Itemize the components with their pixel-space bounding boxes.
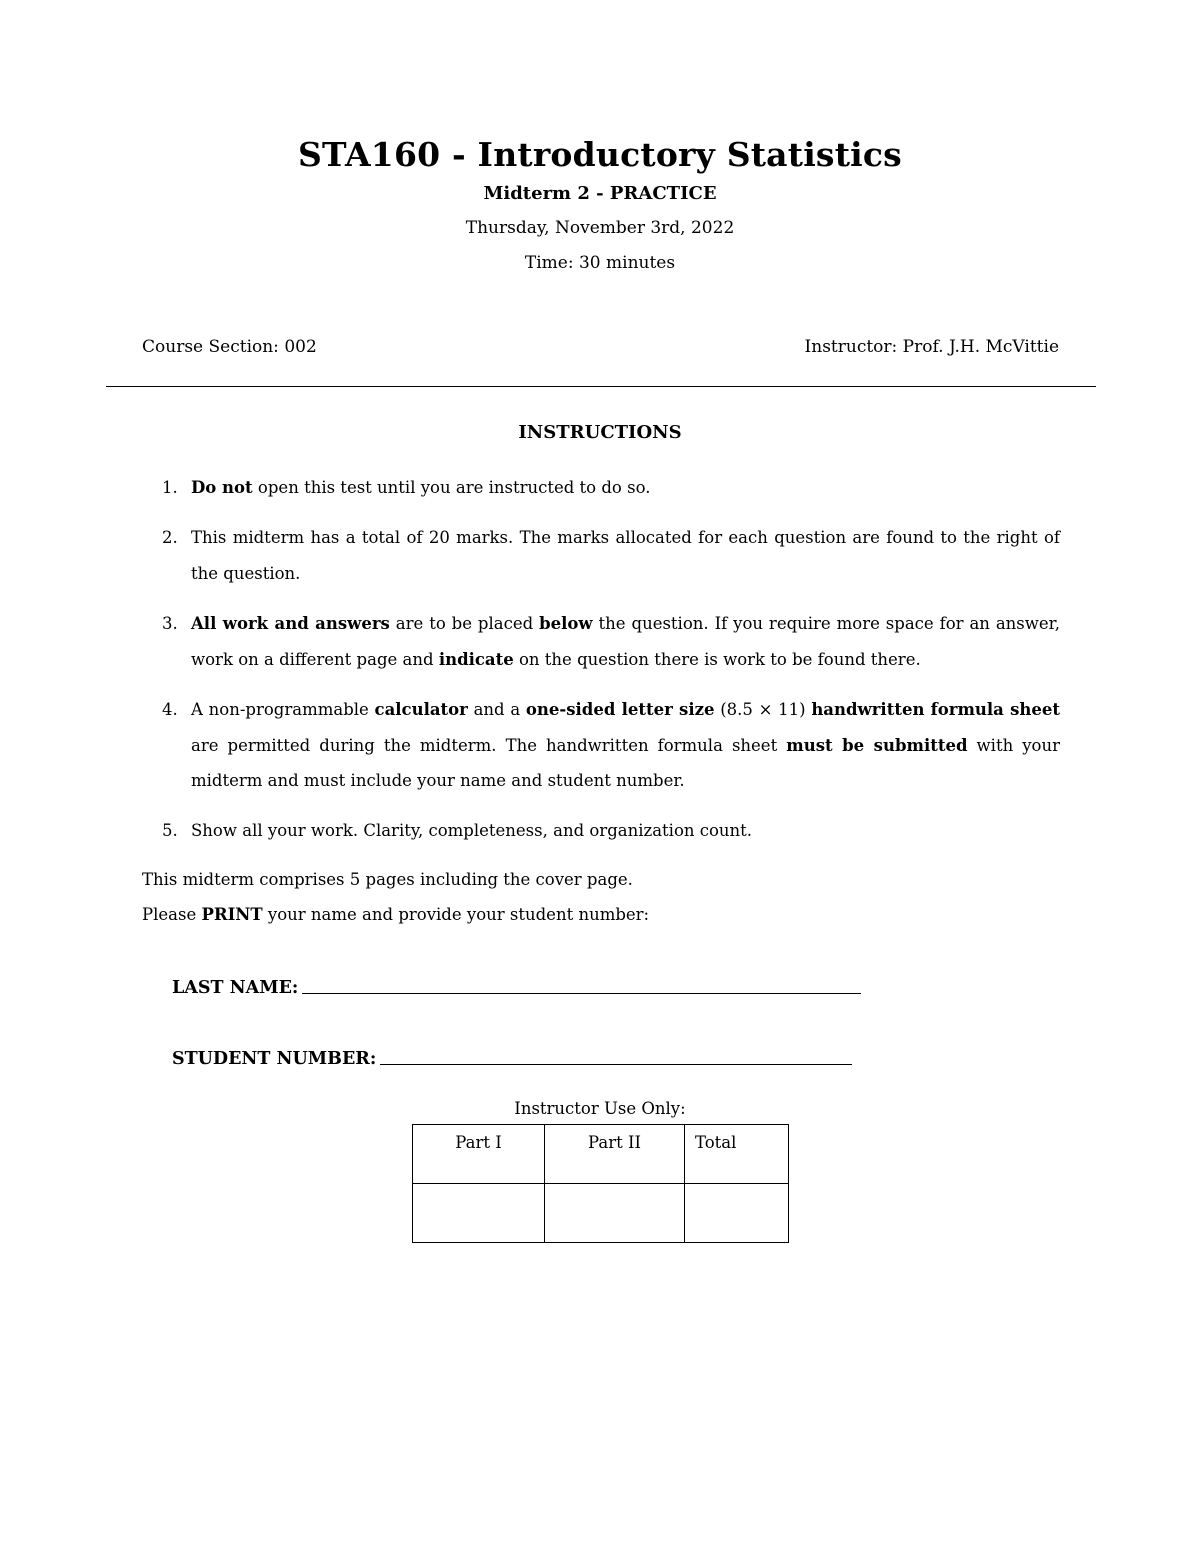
instruction-emphasis: below	[539, 614, 593, 633]
instruction-text	[191, 470, 1060, 506]
score-cell-total	[685, 1184, 789, 1243]
instruction-emphasis: indicate	[438, 649, 514, 669]
instruction-emphasis: must be submitted	[786, 735, 968, 755]
course-section: Course Section: 002	[142, 337, 317, 357]
student-number-label: STUDENT NUMBER:	[172, 1049, 377, 1069]
instruction-run: the question. If you require more space for an answer, work on a different page and	[191, 614, 1060, 669]
instruction-number: 1.	[162, 478, 178, 497]
score-table	[412, 1124, 789, 1243]
print-name-note	[142, 905, 649, 924]
instruction-emphasis: handwritten formula sheet	[811, 700, 1060, 719]
score-table-header-row	[413, 1125, 789, 1184]
last-name-field	[172, 978, 861, 998]
print-note-bold: PRINT	[201, 905, 263, 924]
last-name-label: LAST NAME:	[172, 978, 299, 998]
instruction-text	[191, 606, 1060, 677]
instructions-heading: INSTRUCTIONS	[518, 422, 682, 443]
score-header-part-1: Part I	[413, 1125, 545, 1184]
exam-date: Thursday, November 3rd, 2022	[465, 218, 735, 238]
instruction-text	[191, 813, 1060, 849]
instruction-run: on the question there is work to be found there.	[513, 649, 921, 669]
student-number-field	[172, 1049, 852, 1069]
student-number-blank-line[interactable]	[380, 1064, 852, 1065]
instruction-text	[191, 692, 1060, 799]
score-header-part-2: Part II	[545, 1125, 685, 1184]
instruction-text	[191, 520, 1060, 591]
instruction-number: 2.	[162, 528, 178, 547]
instruction-run: open this test until you are instructed to do so.	[252, 478, 651, 497]
instruction-run: are to be placed	[389, 614, 540, 633]
instruction-run: and a	[467, 700, 526, 719]
instruction-run: This midterm has a total of 20 marks. The marks allocated for each question are found to the right of the question.	[191, 528, 1060, 583]
score-table-caption: Instructor Use Only:	[514, 1099, 686, 1118]
exam-time: Time: 30 minutes	[524, 253, 676, 273]
instruction-item	[162, 606, 1060, 677]
last-name-blank-line[interactable]	[302, 993, 861, 994]
score-cell-part-2	[545, 1184, 685, 1243]
instruction-number: 3.	[162, 614, 178, 633]
instruction-item	[162, 813, 1060, 849]
instruction-emphasis: one-sided letter size	[525, 700, 715, 719]
score-cell-part-1	[413, 1184, 545, 1243]
instructor-name: Instructor: Prof. J.H. McVittie	[804, 337, 1059, 357]
instruction-item	[162, 470, 1060, 506]
print-note-prefix: Please	[142, 905, 202, 924]
instruction-number: 5.	[162, 821, 178, 840]
score-header-total: Total	[685, 1125, 789, 1184]
instruction-run: are permitted during the midterm. The handwritten formula sheet	[191, 735, 787, 755]
horizontal-divider	[106, 386, 1096, 387]
score-table-entry-row	[413, 1184, 789, 1243]
page-count-note: This midterm comprises 5 pages including the cover page.	[142, 870, 633, 889]
instruction-item	[162, 692, 1060, 799]
exam-subtitle: Midterm 2 - PRACTICE	[483, 183, 717, 204]
instruction-run: (8.5 × 11)	[714, 700, 812, 719]
instruction-run: A non-programmable	[191, 700, 375, 719]
instruction-run: Show all your work. Clarity, completeness, and organization count.	[191, 821, 753, 840]
instruction-number: 4.	[162, 700, 178, 719]
exam-title: STA160 - Introductory Statistics	[298, 135, 902, 174]
instruction-emphasis: Do not	[191, 478, 253, 497]
instruction-emphasis: All work and answers	[191, 614, 390, 633]
instruction-emphasis: calculator	[374, 700, 468, 719]
print-note-suffix: your name and provide your student number:	[262, 905, 650, 924]
instruction-item	[162, 520, 1060, 591]
instruction-run: with your midterm and must include your name and student number.	[191, 735, 1060, 790]
